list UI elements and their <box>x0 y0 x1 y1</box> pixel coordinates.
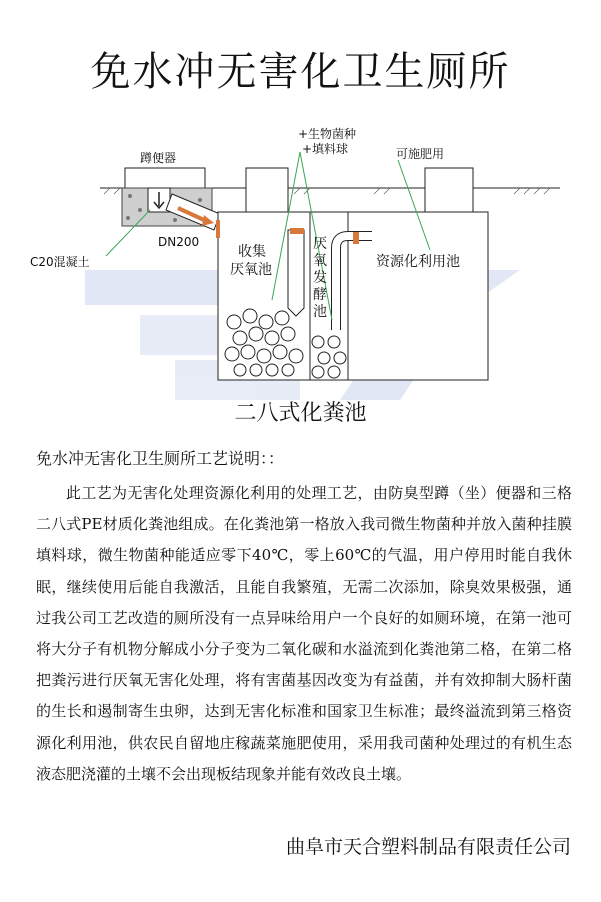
description-heading: 免水冲无害化卫生厕所工艺说明：： <box>36 449 285 468</box>
fertilizer-label: 可施肥用 <box>396 147 445 161</box>
septic-tank-diagram <box>0 120 601 400</box>
chamber2-char: 酵 <box>313 287 327 303</box>
chamber3-label: 资源化利用池 <box>376 254 460 270</box>
bio-label: +生物菌种 <box>298 127 357 141</box>
baffle-pipe-1 <box>288 230 304 316</box>
pipe-label: DN200 <box>158 235 200 249</box>
concrete-label: C20混凝土 <box>30 255 90 269</box>
chamber2-char: 发 <box>313 270 327 286</box>
page-title: 免水冲无害化卫生厕所 <box>90 49 511 95</box>
chamber2-char: 厌 <box>313 236 327 252</box>
toilet-box <box>125 168 205 188</box>
manhole-2 <box>425 168 473 212</box>
chamber2-char: 氧 <box>313 253 327 269</box>
diagram-subtitle: 二八式化粪池 <box>234 401 367 426</box>
chamber1-label-line2: 厌氧池 <box>230 262 272 278</box>
chamber1-label-line1: 收集 <box>238 244 266 260</box>
chamber2-char: 池 <box>313 304 327 320</box>
toilet-label: 蹲便器 <box>140 151 177 165</box>
company-name: 曲阜市天合塑料制品有限责任公司 <box>285 836 571 858</box>
description-body: 此工艺为无害化处理资源化利用的处理工艺，由防臭型蹲（坐）便器和三格二八式PE材质化粪池组成。在化粪池第一格放入我司微生物菌种并放入菌种挂膜填料球，微生物菌种能适应零下40℃，零上60℃的气温，用户停用时能自我休眠，继续使用后能自我激活，且能自我繁殖，无需二次添加，除臭效果极强，通过我公司工艺改造的厕所没有一点异味给用户一个良好的如厕环境，在第一池可将大分子有机物分解成小分子变为二氧化碳和水溢流到化粪池第二格，在第二格把粪污进行厌氧无害化处理，将有害菌基因改变为有益菌，并有效抑制大肠杆菌的生长和遏制寄生虫卵，达到无害化标准和国家卫生标准；最终溢流到第三格资源化利用池，供农民自留地庄稼蔬菜施肥使用，采用我司菌种处理过的有机生态液态肥浇灌的土壤不会出现板结现象并能有效改良土壤。 <box>36 484 572 783</box>
filler-label: +填料球 <box>302 142 349 156</box>
manhole-1 <box>246 168 288 212</box>
